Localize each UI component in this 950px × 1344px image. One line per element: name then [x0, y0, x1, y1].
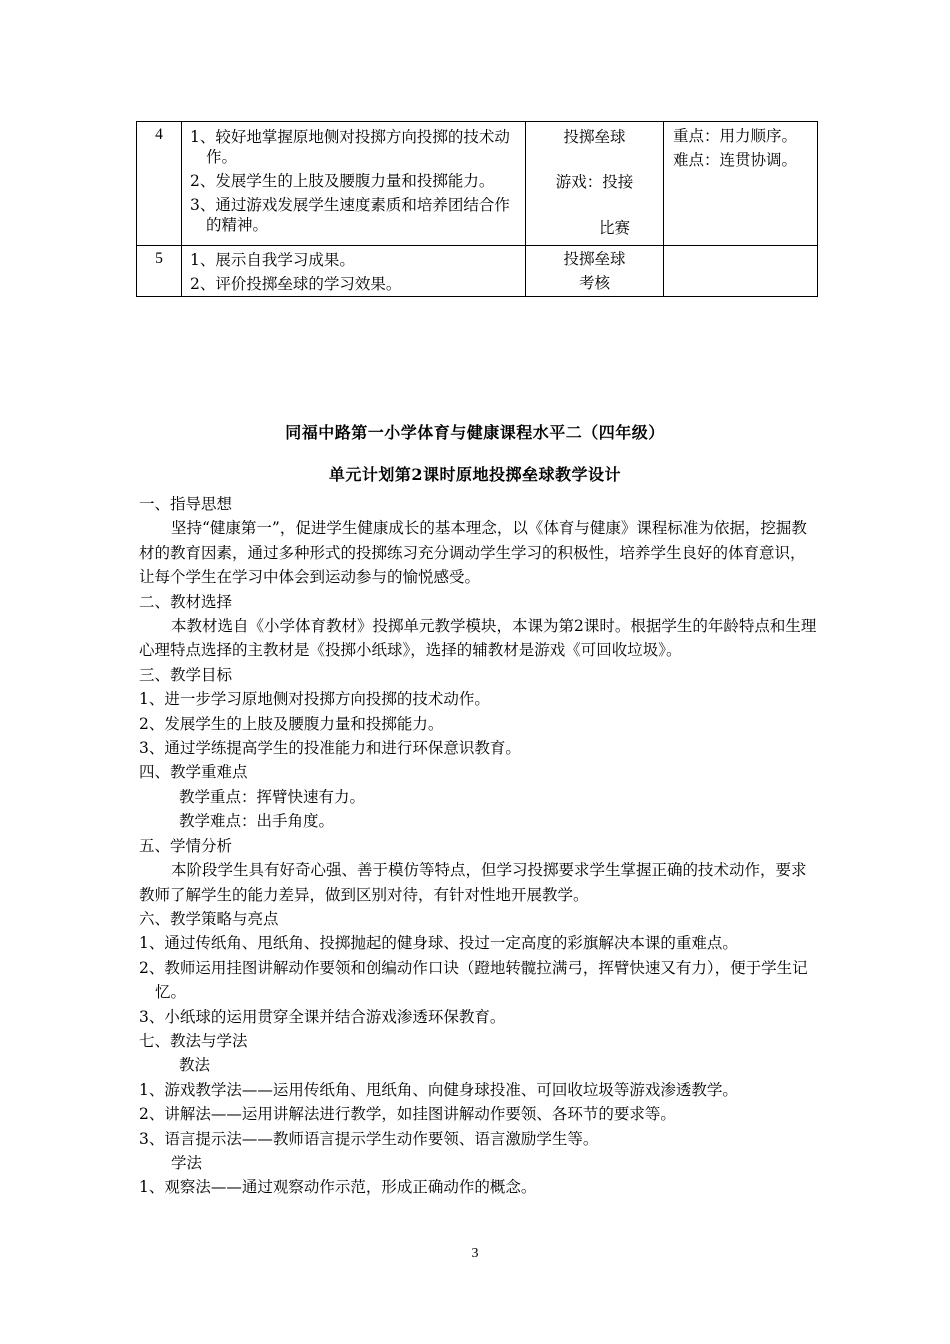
lesson-number: 4 — [155, 126, 163, 143]
content-item: 考核 — [578, 274, 610, 292]
list-item: 教学重点：挥臂快速有力。 — [179, 787, 366, 806]
objective-item: 1、较好地掌握原地侧对投掷方向投掷的技术动作。 — [190, 128, 510, 166]
list-item: 1、通过传纸角、甩纸角、投掷抛起的健身球、投过一定高度的彩旗解决本课的重难点。 — [139, 934, 738, 953]
list-item: 教学难点：出手角度。 — [179, 812, 335, 831]
list-item: 1、游戏教学法——运用传纸角、甩纸角、向健身球投准、可回收垃圾等游戏渗透教学。 — [139, 1080, 738, 1099]
objectives-cell — [182, 246, 526, 297]
document-title: 同福中路第一小学体育与健康课程水平二（四年级） — [285, 423, 665, 442]
list-item: 3、小纸球的运用贯穿全课并结合游戏渗透环保教育。 — [139, 1007, 506, 1026]
keypoints-cell — [664, 246, 818, 297]
objectives-cell — [182, 122, 526, 246]
section-heading: 五、学情分析 — [139, 836, 233, 855]
paragraph: 本教材选自《小学体育教材》投掷单元教学模块，本课为第2课时。根据学生的年龄特点和生理心理特点选择的主教材是《投掷小纸球》，选择的辅教材是游戏《可回收垃圾》。 — [139, 617, 817, 660]
paragraph: 坚持“健康第一”，促进学生健康成长的基本理念，以《体育与健康》课程标准为依据，挖掘教材的教育因素，通过多种形式的投掷练习充分调动学生学习的积极性，培养学生良好的体育意识，让每个学生在学习中体会到运动参与的愉悦感受。 — [139, 519, 807, 587]
list-item: 3、通过学练提高学生的投准能力和进行环保意识教育。 — [139, 739, 521, 758]
content-cell — [526, 122, 664, 246]
table-row — [137, 246, 818, 297]
section-heading: 一、指导思想 — [139, 495, 233, 513]
objective-item: 2、发展学生的上肢及腰腹力量和投掷能力。 — [190, 172, 495, 190]
section-heading: 七、教法与学法 — [139, 1031, 248, 1050]
content-item: 游戏：投接 — [555, 173, 634, 191]
lesson-number-cell — [137, 122, 182, 246]
keypoint-item: 重点：用力顺序。 — [673, 127, 798, 145]
content-cell — [526, 246, 664, 297]
table-row — [137, 122, 818, 246]
objective-item: 3、通过游戏发展学生速度素质和培养团结合作的精神。 — [190, 196, 510, 234]
objective-item: 2、评价投掷垒球的学习效果。 — [190, 275, 402, 293]
document-subtitle: 单元计划第2课时原地投掷垒球教学设计 — [328, 465, 622, 484]
section-heading: 四、教学重难点 — [139, 763, 248, 782]
section-heading: 六、教学策略与亮点 — [139, 909, 279, 928]
section-heading: 二、教材选择 — [139, 592, 233, 611]
keypoints-cell — [664, 122, 818, 246]
subsection-heading: 学法 — [171, 1153, 203, 1172]
page-number: 3 — [471, 1246, 479, 1261]
list-item: 1、进一步学习原地侧对投掷方向投掷的技术动作。 — [139, 690, 490, 709]
unit-plan-table — [136, 121, 818, 297]
list-item: 2、教师运用挂图讲解动作要领和创编动作口诀（蹬地转髋拉满弓，挥臂快速又有力），便于学生记忆。 — [139, 958, 808, 1002]
section-heading: 三、教学目标 — [139, 665, 233, 684]
list-item: 2、发展学生的上肢及腰腹力量和投掷能力。 — [139, 714, 444, 733]
content-item: 投掷垒球 — [563, 128, 626, 146]
paragraph: 本阶段学生具有好奇心强、善于模仿等特点，但学习投掷要求学生掌握正确的技术动作，要求教师了解学生的能力差异，做到区别对待，有针对性地开展教学。 — [139, 861, 807, 904]
subsection-heading: 教法 — [179, 1056, 211, 1075]
keypoint-item: 难点：连贯协调。 — [673, 151, 798, 169]
objective-item: 1、展示自我学习成果。 — [190, 251, 355, 269]
document-body — [139, 492, 819, 1200]
lesson-number: 5 — [155, 250, 163, 267]
list-item: 3、语言提示法——教师语言提示学生动作要领、语言激励学生等。 — [139, 1129, 599, 1148]
list-item: 2、讲解法——运用讲解法进行教学，如挂图讲解动作要领、各环节的要求等。 — [139, 1105, 676, 1124]
list-item: 1、观察法——通过观察动作示范，形成正确动作的概念。 — [139, 1178, 537, 1197]
content-item: 投掷垒球 — [563, 250, 626, 268]
lesson-number-cell — [137, 246, 182, 297]
content-item: 比赛 — [598, 219, 630, 237]
